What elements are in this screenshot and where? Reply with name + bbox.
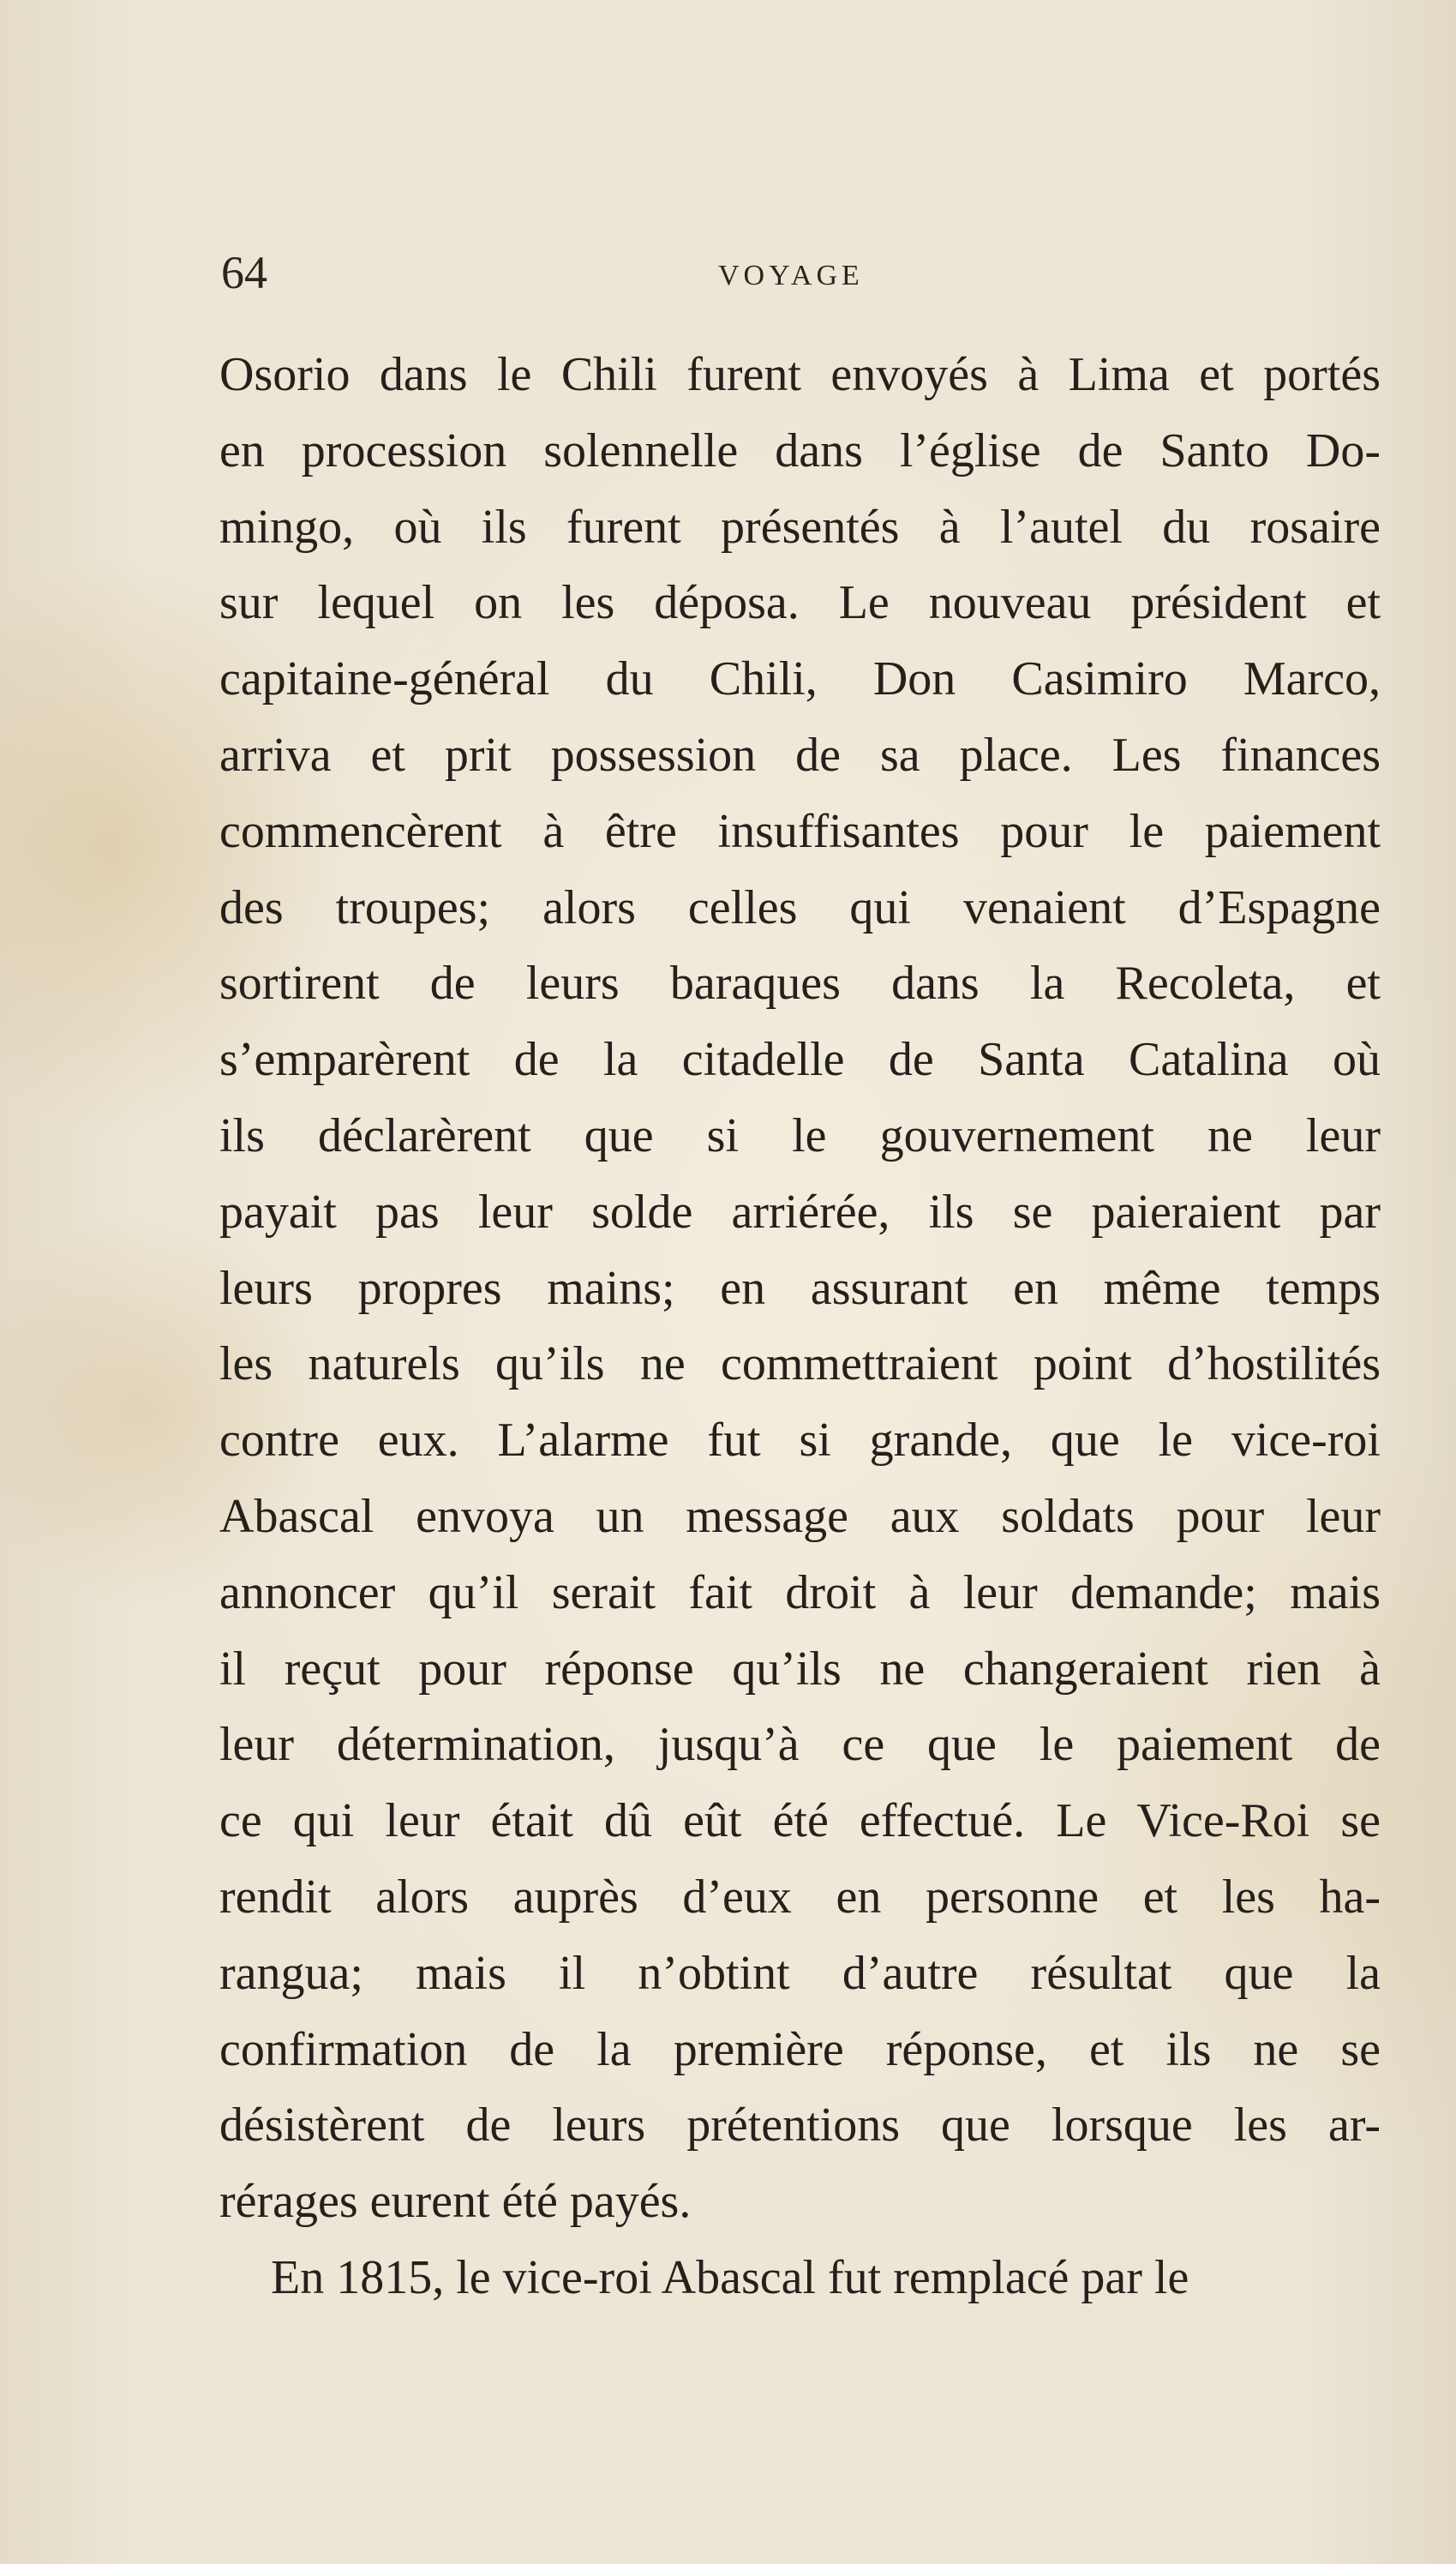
- text-line: mingo, où ils furent présentés à l’autel du rosaire: [219, 500, 1381, 554]
- text-line: leur détermination, jusqu’à ce que le paiement de: [219, 1718, 1381, 1772]
- text-line: s’emparèrent de la citadelle de Santa Catalina où: [219, 1033, 1381, 1087]
- text-line: il reçut pour réponse qu’ils ne changeraient rien à: [219, 1642, 1381, 1696]
- text-line: leurs propres mains; en assurant en même temps: [219, 1261, 1381, 1315]
- text-line: annoncer qu’il serait fait droit à leur demande; mais: [219, 1565, 1381, 1619]
- text-line: rangua; mais il n’obtint d’autre résultat que la: [219, 1946, 1381, 2000]
- body-text: [219, 337, 1381, 2316]
- text-line: sortirent de leurs baraques dans la Recoleta, et: [219, 957, 1381, 1011]
- text-line: ce qui leur était dû eût été effectué. Le Vice-Roi se: [219, 1794, 1381, 1848]
- text-line: arriva et prit possession de sa place. Les finances: [219, 728, 1381, 782]
- text-line: Osorio dans le Chili furent envoyés à Lima et portés: [219, 348, 1381, 401]
- text-line: ils déclarèrent que si le gouvernement ne leur: [219, 1108, 1381, 1162]
- text-line: les naturels qu’ils ne commettraient point d’hostilités: [219, 1337, 1381, 1391]
- paragraph-start-line: En 1815, le vice-roi Abascal fut remplacé par le: [271, 2250, 1189, 2304]
- page-header: [221, 238, 1378, 307]
- text-line: payait pas leur solde arriérée, ils se paieraient par: [219, 1185, 1381, 1239]
- text-line: commencèrent à être insuffisantes pour le paiement: [219, 804, 1381, 858]
- text-line: capitaine-général du Chili, Don Casimiro Marco,: [219, 652, 1381, 706]
- running-title: VOYAGE: [718, 260, 864, 291]
- text-line: rendit alors auprès d’eux en personne et les ha-: [219, 1870, 1381, 1924]
- text-line: sur lequel on les déposa. Le nouveau président et: [219, 576, 1381, 630]
- text-line: contre eux. L’alarme fut si grande, que le vice-roi: [219, 1414, 1381, 1468]
- text-line: désistèrent de leurs prétentions que lorsque les ar-: [219, 2099, 1381, 2153]
- text-line: des troupes; alors celles qui venaient d’Espagne: [219, 880, 1381, 934]
- text-line: confirmation de la première réponse, et ils ne se: [219, 2022, 1381, 2076]
- text-line: en procession solennelle dans l’église de Santo Do-: [219, 423, 1381, 477]
- text-line: Abascal envoya un message aux soldats pour leur: [219, 1489, 1381, 1543]
- page-number: 64: [221, 247, 267, 298]
- paragraph-end-line: rérages eurent été payés.: [219, 2175, 692, 2229]
